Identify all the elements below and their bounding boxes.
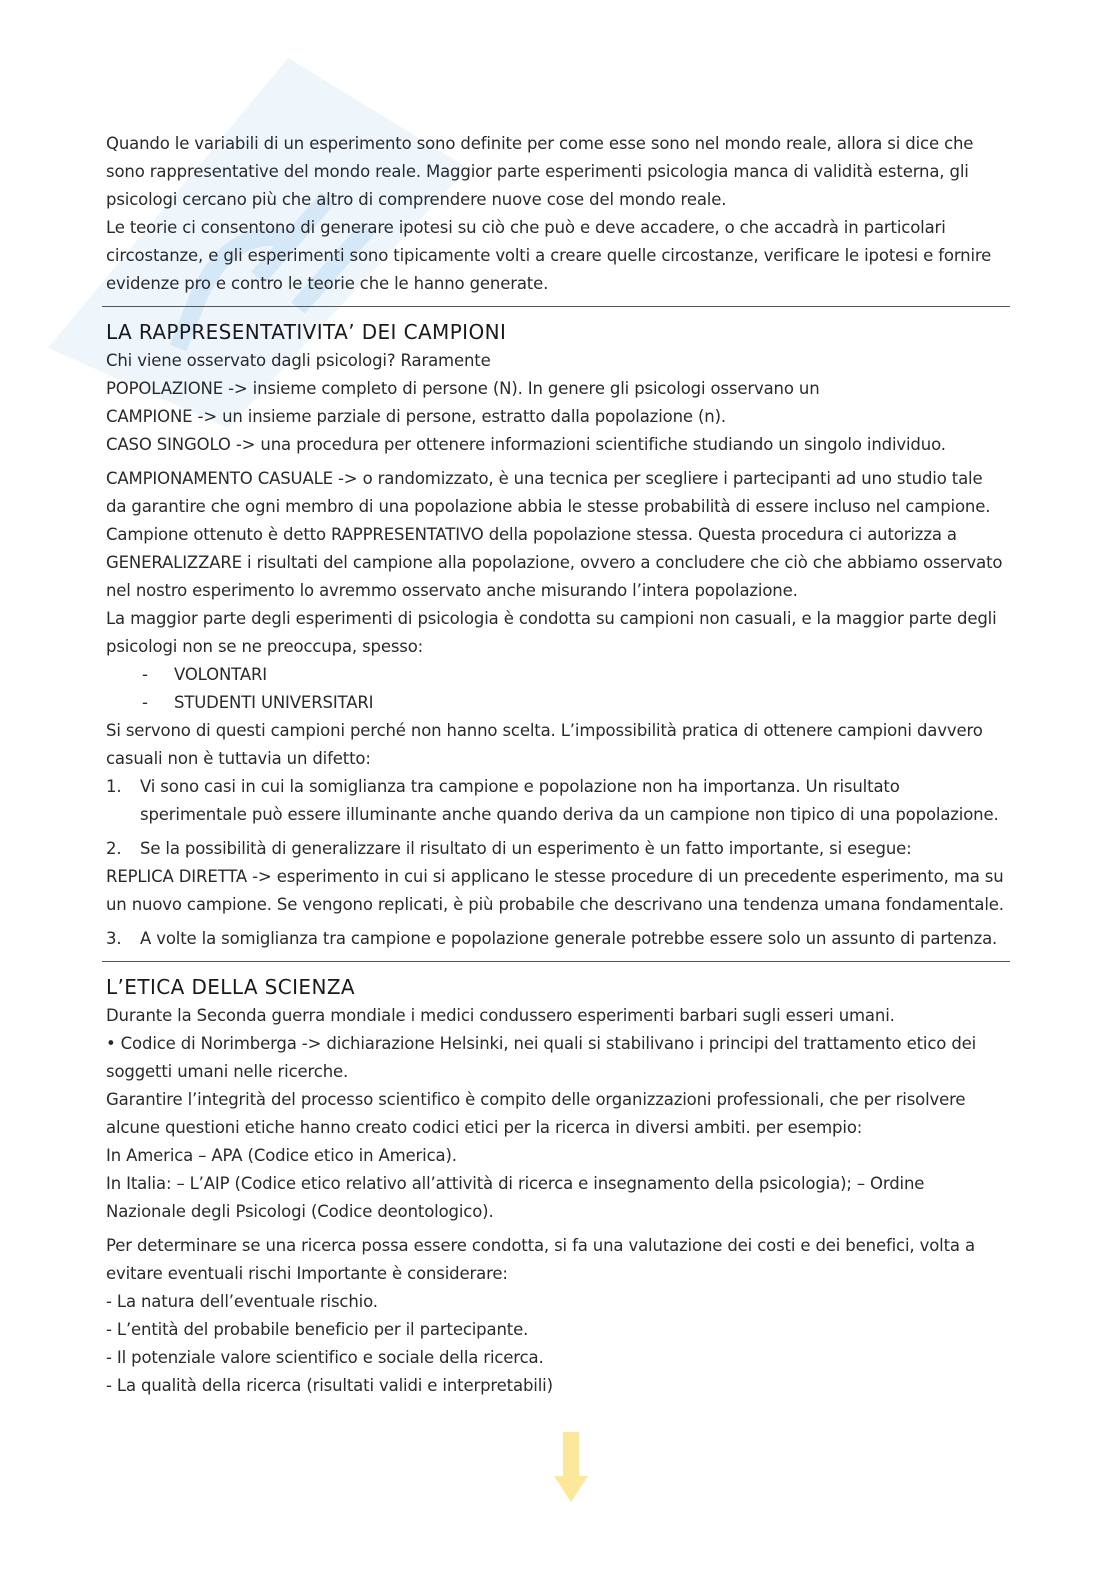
paragraph: • Codice di Norimberga -> dichiarazione Helsinki, nei quali si stabilivano i principi del trattamento etico dei soggetti umani nelle ricerche. [106, 1034, 977, 1081]
section-heading: L’ETICA DELLA SCIENZA [106, 975, 356, 999]
definition-campionamento-casuale: CAMPIONAMENTO CASUALE -> o randomizzato, è una tecnica per scegliere i partecipanti ad uno studio tale da garantire che ogni membro di una popolazione abbia le stesse probabilità di essere incluso nel campione. Campione ottenuto è detto RAPPRESENTATIVO della popolazione stessa. Questa procedura ci autorizza a GENERALIZZARE i risultati del campione alla popolazione, ovvero a concludere che ciò che abbiamo osservato nel nostro esperimento lo avremmo osservato anche misurando l’intera popolazione. [106, 469, 1003, 600]
intro-paragraph: Quando le variabili di un esperimento sono definite per come esse sono nel mondo reale, allora si dice che sono rappresentative del mondo reale. Maggior parte esperimenti psicologia manca di validità esterna, gli psicologi cercano più che altro di comprendere nuove cose del mondo reale. [106, 134, 974, 209]
paragraph: Si servono di questi campioni perché non hanno scelta. L’impossibilità pratica di ottenere campioni davvero casuali non è tuttavia un difetto: [106, 721, 983, 768]
bullet-item: - La qualità della ricerca (risultati validi e interpretabili) [106, 1376, 553, 1395]
section-divider [102, 961, 1010, 962]
document-page [106, 130, 1006, 1400]
numbered-item [106, 835, 1006, 863]
item-text: Se la possibilità di generalizzare il risultato di un esperimento è un fatto importante, si esegue: [140, 839, 912, 858]
paragraph: In Italia: – L’AIP (Codice etico relativo all’attività di ricerca e insegnamento della psicologia); – Ordine Nazionale degli Psicologi (Codice deontologico). [106, 1174, 925, 1221]
section-heading: LA RAPPRESENTATIVITA’ DEI CAMPIONI [106, 320, 507, 344]
paragraph: Durante la Seconda guerra mondiale i medici condussero esperimenti barbari sugli esseri umani. [106, 1006, 895, 1025]
sample-list [106, 661, 1006, 717]
paragraph: La maggior parte degli esperimenti di psicologia è condotta su campioni non casuali, e la maggior parte degli psicologi non se ne preoccupa, spesso: [106, 609, 997, 656]
section-divider [102, 306, 1010, 307]
definition-campione: CAMPIONE -> un insieme parziale di persone, estratto dalla popolazione (n). [106, 407, 726, 426]
bullet-item: - Il potenziale valore scientifico e sociale della ricerca. [106, 1348, 544, 1367]
paragraph: Chi viene osservato dagli psicologi? Raramente [106, 351, 491, 370]
definition-popolazione: POPOLAZIONE -> insieme completo di persone (N). In genere gli psicologi osservano un [106, 379, 820, 398]
list-item: - STUDENTI UNIVERSITARI [106, 689, 1006, 717]
item-number: 3. [106, 929, 122, 948]
intro-paragraph: Le teorie ci consentono di generare ipotesi su ciò che può e deve accadere, o che accadrà in particolari circostanze, e gli esperimenti sono tipicamente volti a creare quelle circostanze, verificare le ipotesi e fornire evidenze pro e contro le teorie che le hanno generate. [106, 218, 992, 293]
bullet-item: - L’entità del probabile beneficio per il partecipante. [106, 1320, 529, 1339]
item-number: 2. [106, 839, 122, 858]
numbered-item [106, 925, 1006, 953]
paragraph: Per determinare se una ricerca possa essere condotta, si fa una valutazione dei costi e dei benefici, volta a evitare eventuali rischi Importante è considerare: [106, 1236, 975, 1283]
item-text: Vi sono casi in cui la somiglianza tra campione e popolazione non ha importanza. Un risultato sperimentale può essere illuminante anche quando deriva da un campione non tipico di una popolazione. [140, 777, 999, 824]
paragraph: In America – APA (Codice etico in America). [106, 1146, 457, 1165]
bullet-item: - La natura dell’eventuale rischio. [106, 1292, 378, 1311]
list-item: - VOLONTARI [106, 661, 1006, 689]
item-text: A volte la somiglianza tra campione e popolazione generale potrebbe essere solo un assunto di partenza. [140, 929, 998, 948]
definition-caso-singolo: CASO SINGOLO -> una procedura per ottenere informazioni scientifiche studiando un singolo individuo. [106, 435, 946, 454]
arrow-down-icon[interactable] [554, 1432, 588, 1504]
paragraph: Garantire l’integrità del processo scientifico è compito delle organizzazioni professionali, che per risolvere alcune questioni etiche hanno creato codici etici per la ricerca in diversi ambiti. per esempio: [106, 1090, 966, 1137]
numbered-item [106, 773, 1006, 829]
item-number: 1. [106, 777, 122, 796]
definition-replica-diretta: REPLICA DIRETTA -> esperimento in cui si applicano le stesse procedure di un precedente esperimento, ma su un nuovo campione. Se vengono replicati, è più probabile che descrivano una tendenza umana fondamentale. [106, 867, 1004, 914]
